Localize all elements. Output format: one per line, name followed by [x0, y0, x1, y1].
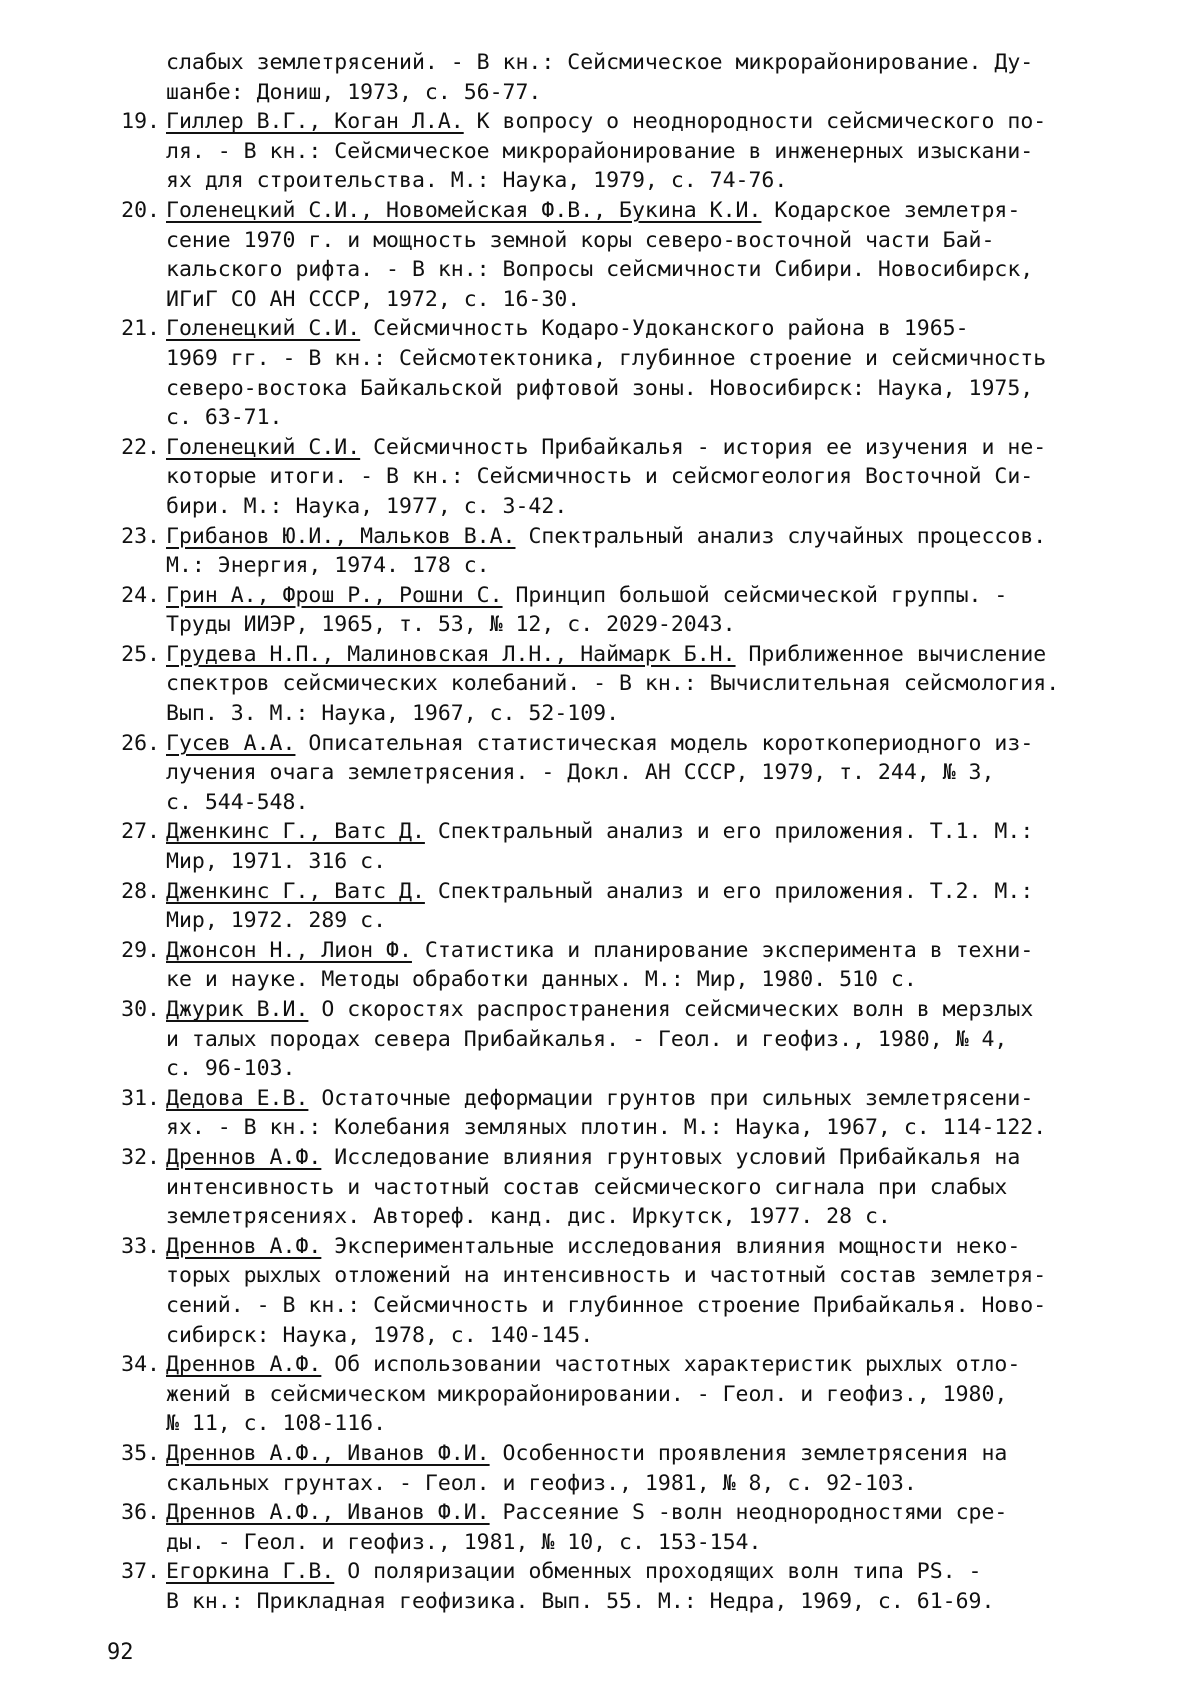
reference-entry [108, 729, 1128, 818]
reference-authors: Дженкинс Г., Ватс Д. [166, 819, 425, 845]
reference-entry [108, 1350, 1128, 1439]
reference-text: интенсивность и частотный состав сейсмического сигнала при слабых [166, 1174, 1008, 1200]
reference-line [166, 1025, 1128, 1055]
reference-text: с. 544-548. [166, 789, 309, 815]
reference-line [166, 936, 1128, 966]
reference-text: жений в сейсмическом микрорайонировании. - Геол. и геофиз., 1980, [166, 1381, 1008, 1407]
reference-text: Исследование влияния грунтовых условий Прибайкалья на [321, 1144, 1021, 1170]
reference-text: Спектральный анализ и его приложения. Т.2. М.: [424, 878, 1034, 904]
reference-number: 31 . [108, 1084, 160, 1114]
reference-authors: Грин А., Фрош Р., Рошни С. [166, 582, 503, 608]
reference-line [166, 699, 1128, 729]
reference-authors: Дреннов А.Ф. [166, 1352, 322, 1378]
reference-text: торых рыхлых отложений на интенсивность и частотный состав землетря- [166, 1263, 1047, 1289]
reference-entry [108, 817, 1128, 876]
reference-text: Экспериментальные исследования влияния мощности неко- [321, 1233, 1021, 1259]
reference-text: Спектральный анализ и его приложения. Т.1. М.: [424, 819, 1034, 845]
reference-text: которые итоги. - В кн.: Сейсмичность и сейсмогеология Восточной Си- [166, 464, 1034, 490]
reference-text: и талых породах севера Прибайкалья. - Геол. и геофиз., 1980, № 4, [166, 1026, 1008, 1052]
reference-line [166, 640, 1128, 670]
reference-line [166, 1439, 1128, 1469]
reference-entry [108, 48, 1128, 107]
page-number: 92 [107, 1640, 134, 1665]
reference-text: Статистика и планирование эксперимента в техни- [411, 937, 1034, 963]
reference-line [166, 581, 1128, 611]
reference-line [166, 344, 1128, 374]
reference-line [166, 1291, 1128, 1321]
reference-line [166, 1557, 1128, 1587]
reference-line [166, 285, 1128, 315]
reference-text: кальского рифта. - В кн.: Вопросы сейсмичности Сибири. Новосибирск, [166, 257, 1034, 283]
reference-entry [108, 995, 1128, 1084]
reference-number: 24 . [108, 581, 160, 611]
reference-line [166, 1587, 1128, 1617]
reference-text: 1969 гг. - В кн.: Сейсмотектоника, глубинное строение и сейсмичность [166, 345, 1047, 371]
reference-authors: Голенецкий С.И. [166, 316, 361, 342]
reference-line [166, 877, 1128, 907]
reference-line [166, 610, 1128, 640]
reference-authors: Дреннов А.Ф. [166, 1144, 322, 1170]
reference-line [166, 1084, 1128, 1114]
reference-text: Рассеяние S -волн неоднородностями сре- [489, 1500, 1008, 1526]
reference-line [166, 403, 1128, 433]
reference-entry [108, 1143, 1128, 1232]
reference-entry [108, 1232, 1128, 1350]
reference-text: слабых землетрясений. - В кн.: Сейсмическое микрорайонирование. Ду- [166, 50, 1034, 75]
reference-text: Кодарское землетря- [761, 197, 1021, 223]
reference-authors: Дреннов А.Ф. [166, 1233, 322, 1259]
reference-entry [108, 196, 1128, 314]
reference-line [166, 847, 1128, 877]
reference-authors: Грибанов Ю.И., Мальков В.А. [166, 523, 516, 549]
reference-text: Мир, 1971. 316 с. [166, 849, 387, 875]
reference-line [166, 1380, 1128, 1410]
reference-authors: Дреннов А.Ф., Иванов Ф.И. [166, 1500, 490, 1526]
reference-authors: Гиллер В.Г., Коган Л.А. [166, 109, 464, 135]
reference-text: ях. - В кн.: Колебания земляных плотин. М.: Наука, 1967, с. 114-122. [166, 1115, 1047, 1141]
reference-line [166, 78, 1128, 108]
reference-line [166, 1261, 1128, 1291]
reference-line [166, 1232, 1128, 1262]
reference-entry [108, 314, 1128, 432]
reference-entry [108, 107, 1128, 196]
reference-number: 26 . [108, 729, 160, 759]
reference-line [166, 522, 1128, 552]
reference-line [166, 1528, 1128, 1558]
reference-text: № 11, с. 108-116. [166, 1411, 387, 1437]
reference-line [166, 1409, 1128, 1439]
reference-text: Остаточные деформации грунтов при сильных землетрясени- [308, 1085, 1034, 1111]
reference-entry [108, 877, 1128, 936]
reference-line [166, 1202, 1128, 1232]
reference-entry [108, 581, 1128, 640]
reference-authors: Грудева Н.П., Малиновская Л.Н., Наймарк Б.Н. [166, 641, 736, 667]
reference-authors: Голенецкий С.И. [166, 434, 361, 460]
reference-number: 21 . [108, 314, 160, 344]
reference-number: 22 . [108, 433, 160, 463]
reference-line [166, 107, 1128, 137]
reference-number: 29 . [108, 936, 160, 966]
reference-line [166, 965, 1128, 995]
reference-number: 27 . [108, 817, 160, 847]
reference-line [166, 669, 1128, 699]
reference-authors: Джонсон Н., Лион Ф. [166, 937, 412, 963]
reference-text: северо-востока Байкальской рифтовой зоны. Новосибирск: Наука, 1975, [166, 375, 1034, 401]
reference-line [166, 1143, 1128, 1173]
reference-text: ля. - В кн.: Сейсмическое микрорайонирование в инженерных изыскани- [166, 138, 1034, 164]
reference-entry [108, 522, 1128, 581]
reference-line [166, 433, 1128, 463]
reference-number: 19 . [108, 107, 160, 137]
reference-text: Об использовании частотных характеристик рыхлых отло- [321, 1352, 1021, 1378]
reference-authors: Голенецкий С.И., Новомейская Ф.В., Букина К.И. [166, 197, 762, 223]
reference-text: сибирск: Наука, 1978, с. 140-145. [166, 1322, 594, 1348]
reference-text: О скоростях распространения сейсмических волн в мерзлых [308, 997, 1034, 1022]
reference-text: сение 1970 г. и мощность земной коры северо-восточной части Бай- [166, 227, 995, 253]
reference-line [166, 48, 1128, 78]
reference-line [166, 226, 1128, 256]
reference-authors: Дреннов А.Ф., Иванов Ф.И. [166, 1440, 490, 1466]
reference-text: Особенности проявления землетрясения на [489, 1440, 1008, 1466]
reference-line [166, 1469, 1128, 1499]
reference-number: 34 . [108, 1350, 160, 1380]
reference-line [166, 374, 1128, 404]
reference-line [166, 1054, 1128, 1084]
reference-text: К вопросу о неоднородности сейсмического по- [463, 109, 1047, 135]
reference-list [108, 48, 1128, 1616]
reference-number: 20 . [108, 196, 160, 226]
reference-line [166, 1350, 1128, 1380]
reference-number: 36 . [108, 1498, 160, 1528]
reference-line [166, 314, 1128, 344]
reference-text: Описательная статистическая модель короткопериодного из- [295, 730, 1034, 756]
reference-text: Принцип большой сейсмической группы. - [502, 582, 1008, 608]
reference-authors: Дженкинс Г., Ватс Д. [166, 878, 425, 904]
reference-text: ке и науке. Методы обработки данных. М.: Мир, 1980. 510 с. [166, 967, 917, 993]
reference-text: Спектральный анализ случайных процессов. [515, 523, 1047, 549]
reference-line [166, 551, 1128, 581]
reference-text: с. 63-71. [166, 405, 283, 431]
reference-number: 23 . [108, 522, 160, 552]
reference-text: с. 96-103. [166, 1056, 296, 1082]
reference-text: лучения очага землетрясения. - Докл. АН СССР, 1979, т. 244, № 3, [166, 760, 995, 786]
reference-line [166, 1173, 1128, 1203]
reference-line [166, 196, 1128, 226]
reference-entry [108, 936, 1128, 995]
reference-text: Приближенное вычисление [735, 641, 1047, 667]
reference-authors: Дедова Е.В. [166, 1085, 309, 1111]
reference-line [166, 255, 1128, 285]
reference-line [166, 995, 1128, 1025]
reference-authors: Гусев А.А. [166, 730, 296, 756]
reference-authors: Джурик В.И. [166, 997, 309, 1022]
reference-number: 37 . [108, 1557, 160, 1587]
reference-text: шанбе: Дониш, 1973, с. 56-77. [166, 79, 542, 105]
reference-text: ИГиГ СО АН СССР, 1972, с. 16-30. [166, 286, 581, 312]
reference-number: 30 . [108, 995, 160, 1025]
reference-entry [108, 1557, 1128, 1616]
reference-line [166, 462, 1128, 492]
reference-number: 32 . [108, 1143, 160, 1173]
reference-line [166, 758, 1128, 788]
reference-text: О поляризации обменных проходящих волн типа PS. - [334, 1559, 982, 1585]
reference-line [166, 906, 1128, 936]
reference-entry [108, 1084, 1128, 1143]
reference-line [166, 817, 1128, 847]
reference-line [166, 729, 1128, 759]
reference-text: М.: Энергия, 1974. 178 с. [166, 553, 490, 579]
reference-line [166, 1321, 1128, 1351]
reference-line [166, 137, 1128, 167]
reference-text: бири. М.: Наука, 1977, с. 3-42. [166, 493, 568, 519]
reference-text: В кн.: Прикладная геофизика. Вып. 55. М.: Недра, 1969, с. 61-69. [166, 1588, 995, 1614]
reference-text: Вып. 3. М.: Наука, 1967, с. 52-109. [166, 701, 620, 727]
reference-text: спектров сейсмических колебаний. - В кн.: Вычислительная сейсмология. [166, 671, 1060, 697]
reference-text: землетрясениях. Автореф. канд. дис. Иркутск, 1977. 28 с. [166, 1204, 891, 1230]
reference-text: ях для строительства. М.: Наука, 1979, с. 74-76. [166, 168, 788, 194]
reference-line [166, 1113, 1128, 1143]
reference-number: 35 . [108, 1439, 160, 1469]
reference-line [166, 788, 1128, 818]
reference-number: 33 . [108, 1232, 160, 1262]
reference-line [166, 1498, 1128, 1528]
reference-text: ды. - Геол. и геофиз., 1981, № 10, с. 153-154. [166, 1529, 762, 1555]
reference-entry [108, 640, 1128, 729]
reference-entry [108, 433, 1128, 522]
reference-text: Сейсмичность Прибайкалья - история ее изучения и не- [360, 434, 1047, 460]
reference-text: скальных грунтах. - Геол. и геофиз., 1981, № 8, с. 92-103. [166, 1470, 917, 1496]
reference-line [166, 492, 1128, 522]
reference-text: Труды ИИЭР, 1965, т. 53, № 12, с. 2029-2043. [166, 612, 736, 638]
reference-entry [108, 1498, 1128, 1557]
reference-text: Мир, 1972. 289 с. [166, 908, 387, 934]
reference-entry [108, 1439, 1128, 1498]
reference-authors: Егоркина Г.В. [166, 1559, 335, 1585]
reference-number: 28 . [108, 877, 160, 907]
reference-text: сений. - В кн.: Сейсмичность и глубинное строение Прибайкалья. Ново- [166, 1292, 1047, 1318]
reference-line [166, 166, 1128, 196]
reference-text: Сейсмичность Кодаро-Удоканского района в 1965- [360, 316, 969, 342]
reference-number: 25 . [108, 640, 160, 670]
